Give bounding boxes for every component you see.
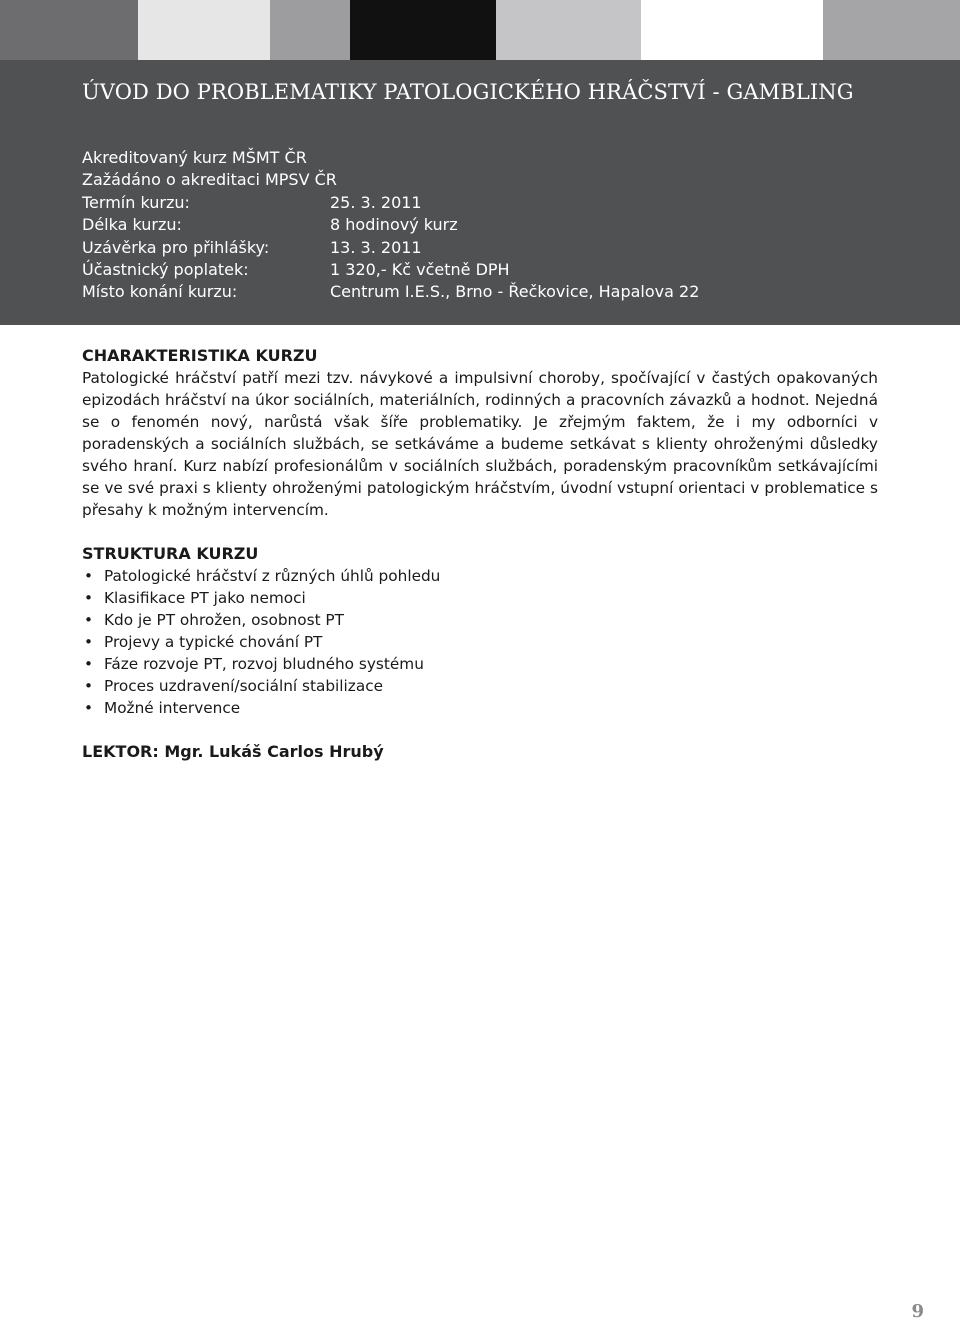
bullet-icon: • [84,567,94,585]
lecturer: LEKTOR: Mgr. Lukáš Carlos Hrubý [82,742,384,761]
detail-row-venue [82,281,700,303]
color-block [0,0,138,60]
detail-label: Uzávěrka pro přihlášky: [82,237,270,257]
list-item [82,697,878,719]
detail-value: 25. 3. 2011 [330,192,422,212]
bullet-icon: • [84,677,94,695]
detail-value: 13. 3. 2011 [330,237,422,257]
list-item-text: Fáze rozvoje PT, rozvoj bludného systému [104,655,424,673]
color-block [496,0,641,60]
course-header [0,60,960,325]
color-block [138,0,270,60]
list-item [82,653,878,675]
detail-value: 1 320,- Kč včetně DPH [330,259,510,279]
list-item [82,609,878,631]
accreditation-line: Akreditovaný kurz MŠMT ČR [82,148,307,167]
color-block [641,0,823,60]
detail-label: Místo konání kurzu: [82,282,238,302]
list-item [82,631,878,653]
list-item-text: Projevy a typické chování PT [104,633,323,651]
list-item-text: Klasifikace PT jako nemoci [104,589,306,607]
characteristics-heading: CHARAKTERISTIKA KURZU [82,346,318,365]
color-block [823,0,960,60]
list-item [82,587,878,609]
detail-row-fee [82,259,510,281]
accreditation-line: Zažádáno o akreditaci MPSV ČR [82,170,337,190]
bullet-icon: • [84,699,94,717]
list-item [82,565,878,587]
list-item-text: Možné intervence [104,699,241,717]
detail-label: Délka kurzu: [82,215,182,235]
bullet-icon: • [84,655,94,673]
bullet-icon: • [84,589,94,607]
structure-heading: STRUKTURA KURZU [82,544,259,563]
list-item-text: Patologické hráčství z různých úhlů pohledu [104,567,441,585]
detail-value: Centrum I.E.S., Brno - Řečkovice, Hapalova 22 [330,282,700,302]
list-item-text: Proces uzdravení/sociální stabilizace [104,677,384,695]
color-block [270,0,350,60]
color-block [350,0,496,60]
course-content [82,345,878,763]
detail-row-date [82,192,422,214]
page-number: 9 [911,1301,924,1322]
bullet-icon: • [84,633,94,651]
bullet-icon: • [84,611,94,629]
list-item [82,675,878,697]
detail-row-deadline [82,237,422,259]
top-color-blocks [0,0,960,60]
course-info [82,147,700,304]
characteristics-text: Patologické hráčství patří mezi tzv. návykové a impulsivní choroby, spočívající v častých opakovaných epizodách hráčství na úkor sociálních, materiálních, rodinných a pracovních závazků a hodnot. Nejedná se o fenomén nový, narůstá však šíře problematiky. Je zřejmým faktem, že i my odborníci v poradenských a sociálních službách, se setkáváme a budeme setkávat s klienty ohroženými důsledky svého hraní. Kurz nabízí profesionálům v sociálních službách, poradenským pracovníkům setkávajícími se ve své praxi s klienty ohroženými patologickým hráčstvím, úvodní vstupní orientaci v problematice s přesahy k možným intervencím. [82,369,878,519]
detail-row-length [82,214,458,236]
detail-label: Termín kurzu: [82,192,190,212]
detail-value: 8 hodinový kurz [330,215,458,235]
course-title: ÚVOD DO PROBLEMATIKY PATOLOGICKÉHO HRÁČSTVÍ - GAMBLING [82,80,854,104]
list-item-text: Kdo je PT ohrožen, osobnost PT [104,611,344,629]
detail-label: Účastnický poplatek: [82,259,249,279]
structure-list [82,565,878,719]
